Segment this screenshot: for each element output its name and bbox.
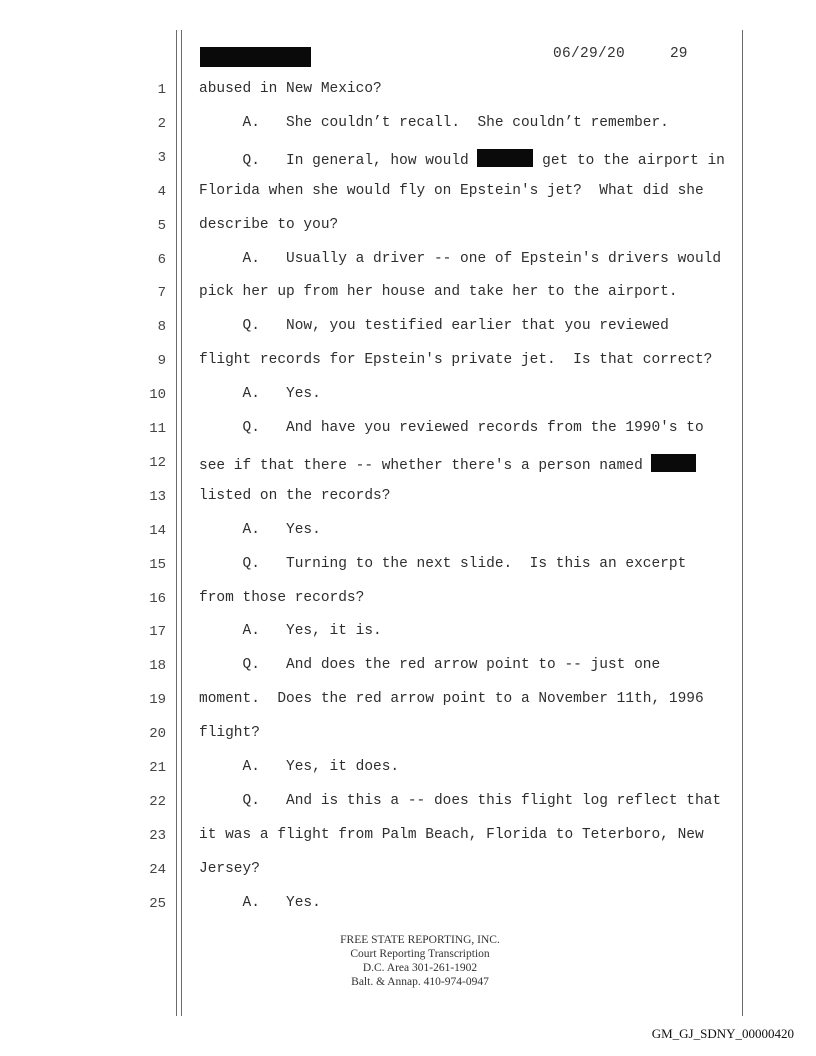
transcript-line (199, 488, 390, 504)
line-text-segment: abused in New Mexico? (199, 81, 382, 97)
line-number: 13 (149, 489, 166, 505)
line-text-segment: describe to you? (199, 217, 339, 233)
transcript-line (199, 352, 712, 368)
line-text-segment: Q. And is this a -- does this flight log reflect that (199, 793, 722, 809)
line-number: 17 (149, 624, 166, 640)
line-text-segment: A. Yes, it is. (199, 623, 382, 639)
transcript-line (199, 318, 669, 334)
bates-number: GM_GJ_SDNY_00000420 (651, 1026, 794, 1041)
transcript-line (199, 149, 725, 169)
transcript-line (199, 115, 669, 131)
reporter-footer (310, 933, 530, 989)
reporter-service: Court Reporting Transcription (350, 948, 490, 960)
line-text-segment: from those records? (199, 590, 365, 606)
line-number: 12 (149, 455, 166, 471)
line-text-segment: Jersey? (199, 861, 260, 877)
transcript-date: 06/29/20 (553, 46, 626, 62)
redacted-witness-name (200, 47, 311, 67)
transcript-line (199, 420, 704, 436)
transcript-line (199, 251, 721, 267)
transcript-line (199, 895, 321, 911)
transcript-line (199, 759, 399, 775)
transcript-line (199, 793, 721, 809)
redaction-box (477, 149, 533, 167)
line-number: 21 (149, 760, 166, 776)
right-margin-rule (742, 30, 743, 1016)
transcript-line (199, 454, 696, 474)
transcript-line (199, 590, 364, 606)
line-text-segment: Q. In general, how would (199, 153, 478, 169)
transcript-line (199, 284, 678, 300)
line-text-segment: pick her up from her house and take her to the airport. (199, 284, 678, 300)
line-number: 19 (149, 692, 166, 708)
transcript-line (199, 827, 704, 843)
line-number: 9 (157, 353, 166, 369)
line-text-segment: A. Yes. (199, 895, 321, 911)
line-text-segment: A. Yes. (199, 522, 321, 538)
line-number: 3 (157, 150, 166, 166)
line-text-segment: moment. Does the red arrow point to a November 11th, 1996 (199, 691, 704, 707)
left-margin-rule-inner (181, 30, 182, 1016)
line-text-segment: flight records for Epstein's private jet. Is that correct? (199, 352, 713, 368)
transcript-line (199, 522, 321, 538)
transcript-line (199, 556, 686, 572)
reporter-balt-phone: Balt. & Annap. 410-974-0947 (351, 976, 489, 988)
transcript-line (199, 217, 338, 233)
line-text-segment: A. Yes. (199, 386, 321, 402)
line-text-segment: Florida when she would fly on Epstein's jet? What did she (199, 183, 704, 199)
transcript-line (199, 657, 660, 673)
line-number: 1 (157, 82, 166, 98)
transcript-line (199, 725, 260, 741)
line-number: 14 (149, 523, 166, 539)
line-number: 24 (149, 862, 166, 878)
transcript-line (199, 691, 704, 707)
line-text-segment: it was a flight from Palm Beach, Florida to Teterboro, New (199, 827, 704, 843)
line-text-segment: A. She couldn’t recall. She couldn’t remember. (199, 115, 669, 131)
left-margin-rule-outer (176, 30, 177, 1016)
line-number: 25 (149, 896, 166, 912)
line-number: 20 (149, 726, 166, 742)
line-number: 2 (157, 116, 166, 132)
line-text-segment: listed on the records? (199, 488, 391, 504)
line-number: 6 (157, 252, 166, 268)
transcript-line (199, 81, 382, 97)
line-number: 15 (149, 557, 166, 573)
line-number: 18 (149, 658, 166, 674)
line-text-segment: Q. Turning to the next slide. Is this an excerpt (199, 556, 687, 572)
page-number: 29 (670, 46, 688, 62)
line-number: 5 (157, 218, 166, 234)
line-text-segment: A. Usually a driver -- one of Epstein's drivers would (199, 251, 722, 267)
line-number: 22 (149, 794, 166, 810)
line-number: 7 (157, 285, 166, 301)
line-number: 16 (149, 591, 166, 607)
line-number: 4 (157, 184, 166, 200)
transcript-line (199, 386, 321, 402)
line-number: 10 (149, 387, 166, 403)
line-text-segment: Q. Now, you testified earlier that you reviewed (199, 318, 669, 334)
line-text-segment: get to the airport in (533, 153, 725, 169)
transcript-line (199, 623, 382, 639)
line-text-segment: Q. And have you reviewed records from the 1990's to (199, 420, 704, 436)
reporter-dc-phone: D.C. Area 301-261-1902 (362, 962, 478, 974)
line-number: 23 (149, 828, 166, 844)
line-text-segment: flight? (199, 725, 260, 741)
line-text-segment: A. Yes, it does. (199, 759, 400, 775)
line-text-segment: Q. And does the red arrow point to -- just one (199, 657, 661, 673)
line-number: 11 (149, 421, 166, 437)
line-number: 8 (157, 319, 166, 335)
reporter-company: FREE STATE REPORTING, INC. (340, 934, 500, 946)
redaction-box (651, 454, 696, 472)
line-text-segment: see if that there -- whether there's a person named (199, 458, 652, 474)
transcript-line (199, 183, 704, 199)
transcript-line (199, 861, 260, 877)
